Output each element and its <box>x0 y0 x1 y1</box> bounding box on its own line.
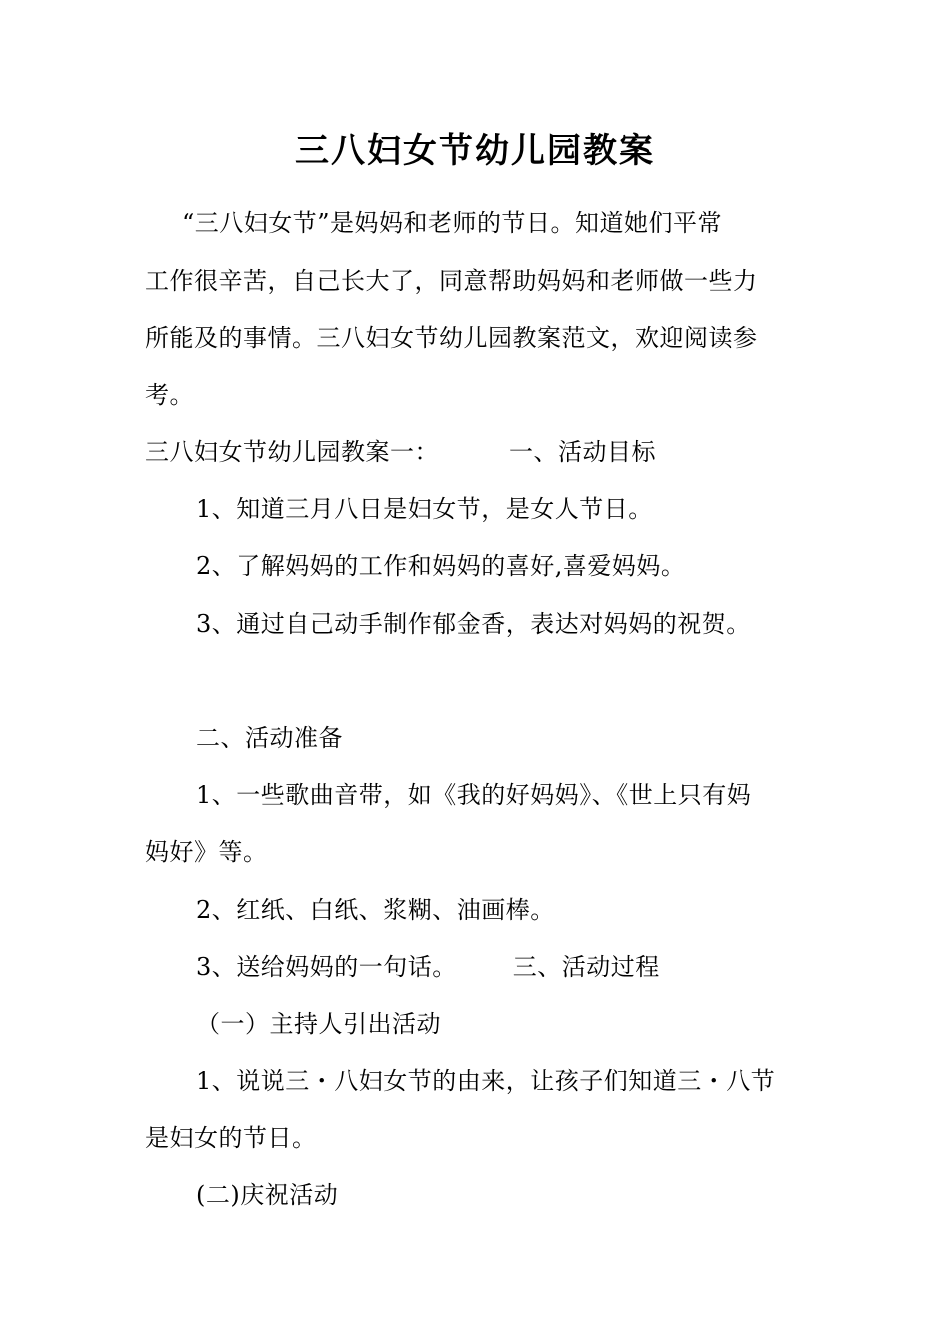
prep-item-3: 3、送给妈妈的一句话。 <box>196 953 457 981</box>
intro-line-2: 工作很辛苦，自己长大了，同意帮助妈妈和老师做一些力 <box>145 267 758 295</box>
process-subheading-1: （一）主持人引出活动 <box>196 1010 441 1038</box>
prep-item-1-line-1: 1、一些歌曲音带，如《我的好妈妈》、《世上只有妈 <box>196 781 752 809</box>
process-item-1-line-2: 是妇女的节日。 <box>145 1124 317 1152</box>
process-item-1-line-1: 1、说说三・八妇女节的由来，让孩子们知道三・八节 <box>196 1067 776 1095</box>
document-title: 三八妇女节幼儿园教案 <box>295 131 655 171</box>
prep-item-1-line-2: 妈好》等。 <box>145 838 268 866</box>
process-subheading-2: (二)庆祝活动 <box>196 1181 339 1209</box>
goal-item-2: 2、了解妈妈的工作和妈妈的喜好,喜爱妈妈。 <box>196 552 686 580</box>
intro-line-3: 所能及的事情。三八妇女节幼儿园教案范文，欢迎阅读参 <box>145 324 758 352</box>
prep-item-2: 2、红纸、白纸、浆糊、油画棒。 <box>196 896 555 924</box>
section-heading-process: 三、活动过程 <box>512 953 660 981</box>
prep-process-line <box>196 952 660 982</box>
intro-line-1: “三八妇女节”是妈妈和老师的节日。知道她们平常 <box>182 209 723 237</box>
goal-item-3: 3、通过自己动手制作郁金香，表达对妈妈的祝贺。 <box>196 610 751 638</box>
goal-item-1: 1、知道三月八日是妇女节，是女人节日。 <box>196 495 653 523</box>
intro-line-4: 考。 <box>145 381 194 409</box>
lesson-plan-label: 三八妇女节幼儿园教案一： <box>145 438 439 466</box>
section-heading-goals: 一、活动目标 <box>509 438 656 466</box>
lesson-heading-line <box>145 437 656 467</box>
section-heading-preparation: 二、活动准备 <box>196 724 343 752</box>
